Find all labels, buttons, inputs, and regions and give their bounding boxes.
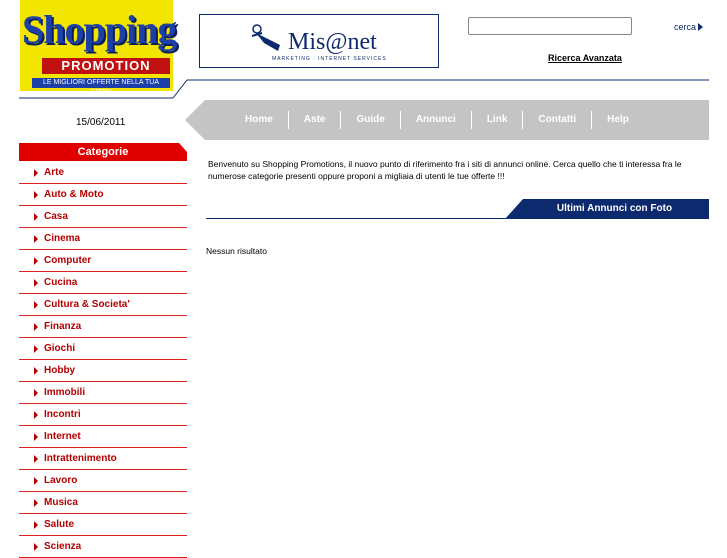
arrow-right-icon [34, 389, 38, 397]
category-label: Incontri [44, 409, 81, 420]
category-immobili[interactable] [19, 382, 187, 404]
categories-header: Categorie [77, 146, 129, 158]
nav-link[interactable]: Link [471, 111, 523, 129]
welcome-text: Benvenuto su Shopping Promotions, il nuovo punto di riferimento fra i siti di annunci online. Cerca quello che ti interessa fra le numerose categorie presenti oppure proponi a migliaia di utenti le tue offerte !!! [208, 159, 682, 181]
advanced-search-link[interactable]: Ricerca Avanzata [548, 53, 622, 63]
category-finanza[interactable] [19, 316, 187, 338]
arrow-right-icon [34, 345, 38, 353]
empty-results-text: Nessun risultato [206, 246, 267, 256]
arrow-right-icon [34, 433, 38, 441]
category-label: Lavoro [44, 475, 78, 486]
category-cultura-societa[interactable] [19, 294, 187, 316]
search-button-label: cerca [674, 22, 697, 32]
category-label: Scienza [44, 541, 82, 552]
arrow-right-icon [34, 169, 38, 177]
category-arte[interactable] [19, 162, 187, 184]
category-label: Intrattenimento [44, 453, 117, 464]
header-divider [0, 0, 727, 105]
arrow-right-icon [34, 191, 38, 199]
category-casa[interactable] [19, 206, 187, 228]
current-date: 15/06/2011 [76, 117, 126, 128]
category-label: Finanza [44, 321, 82, 332]
section-divider [206, 218, 709, 219]
category-label: Musica [44, 497, 78, 508]
category-lavoro[interactable] [19, 470, 187, 492]
category-label: Casa [44, 211, 68, 222]
arrow-right-icon [34, 499, 38, 507]
category-list [19, 162, 187, 558]
category-label: Cinema [44, 233, 81, 244]
nav-annunci[interactable]: Annunci [400, 111, 471, 129]
category-salute[interactable] [19, 514, 187, 536]
category-giochi[interactable] [19, 338, 187, 360]
arrow-right-icon [34, 543, 38, 551]
arrow-right-icon [34, 367, 38, 375]
arrow-right-icon [34, 301, 38, 309]
arrow-right-icon [34, 257, 38, 265]
arrow-right-icon [34, 455, 38, 463]
category-label: Cucina [44, 277, 78, 288]
category-internet[interactable] [19, 426, 187, 448]
category-intrattenimento[interactable] [19, 448, 187, 470]
section-title: Ultimi Annunci con Foto [556, 203, 673, 214]
category-incontri[interactable] [19, 404, 187, 426]
main-nav [230, 100, 644, 140]
banner-subtitle: MARKETING · INTERNET SERVICES [272, 56, 387, 62]
category-cucina[interactable] [19, 272, 187, 294]
nav-guide[interactable]: Guide [340, 111, 399, 129]
arrow-right-icon [34, 323, 38, 331]
category-auto-moto[interactable] [19, 184, 187, 206]
category-musica[interactable] [19, 492, 187, 514]
logo-subtitle: PROMOTION [42, 58, 170, 74]
arrow-right-icon [34, 521, 38, 529]
arrow-right-icon [34, 213, 38, 221]
category-label: Giochi [44, 343, 76, 354]
category-label: Salute [44, 519, 75, 530]
category-computer[interactable] [19, 250, 187, 272]
nav-home[interactable]: Home [245, 114, 273, 125]
category-cinema[interactable] [19, 228, 187, 250]
logo-tagline: LE MIGLIORI OFFERTE NELLA TUA CITTA' [32, 78, 170, 88]
nav-aste[interactable]: Aste [288, 111, 341, 129]
arrow-right-icon [34, 279, 38, 287]
nav-help[interactable]: Help [591, 111, 644, 129]
banner-brand: Mis@net [288, 29, 377, 55]
category-label: Arte [44, 167, 65, 178]
category-label: Computer [44, 255, 92, 266]
category-label: Hobby [44, 365, 76, 376]
category-label: Cultura & Societa' [44, 299, 130, 310]
category-hobby[interactable] [19, 360, 187, 382]
nav-contatti[interactable]: Contatti [522, 111, 591, 129]
category-scienza[interactable] [19, 536, 187, 558]
logo-wordmark: Shopping [22, 7, 177, 52]
category-label: Auto & Moto [44, 189, 104, 200]
category-label: Immobili [44, 387, 86, 398]
arrow-right-icon [34, 477, 38, 485]
arrow-right-icon [34, 411, 38, 419]
category-label: Internet [44, 431, 81, 442]
arrow-right-icon [34, 235, 38, 243]
